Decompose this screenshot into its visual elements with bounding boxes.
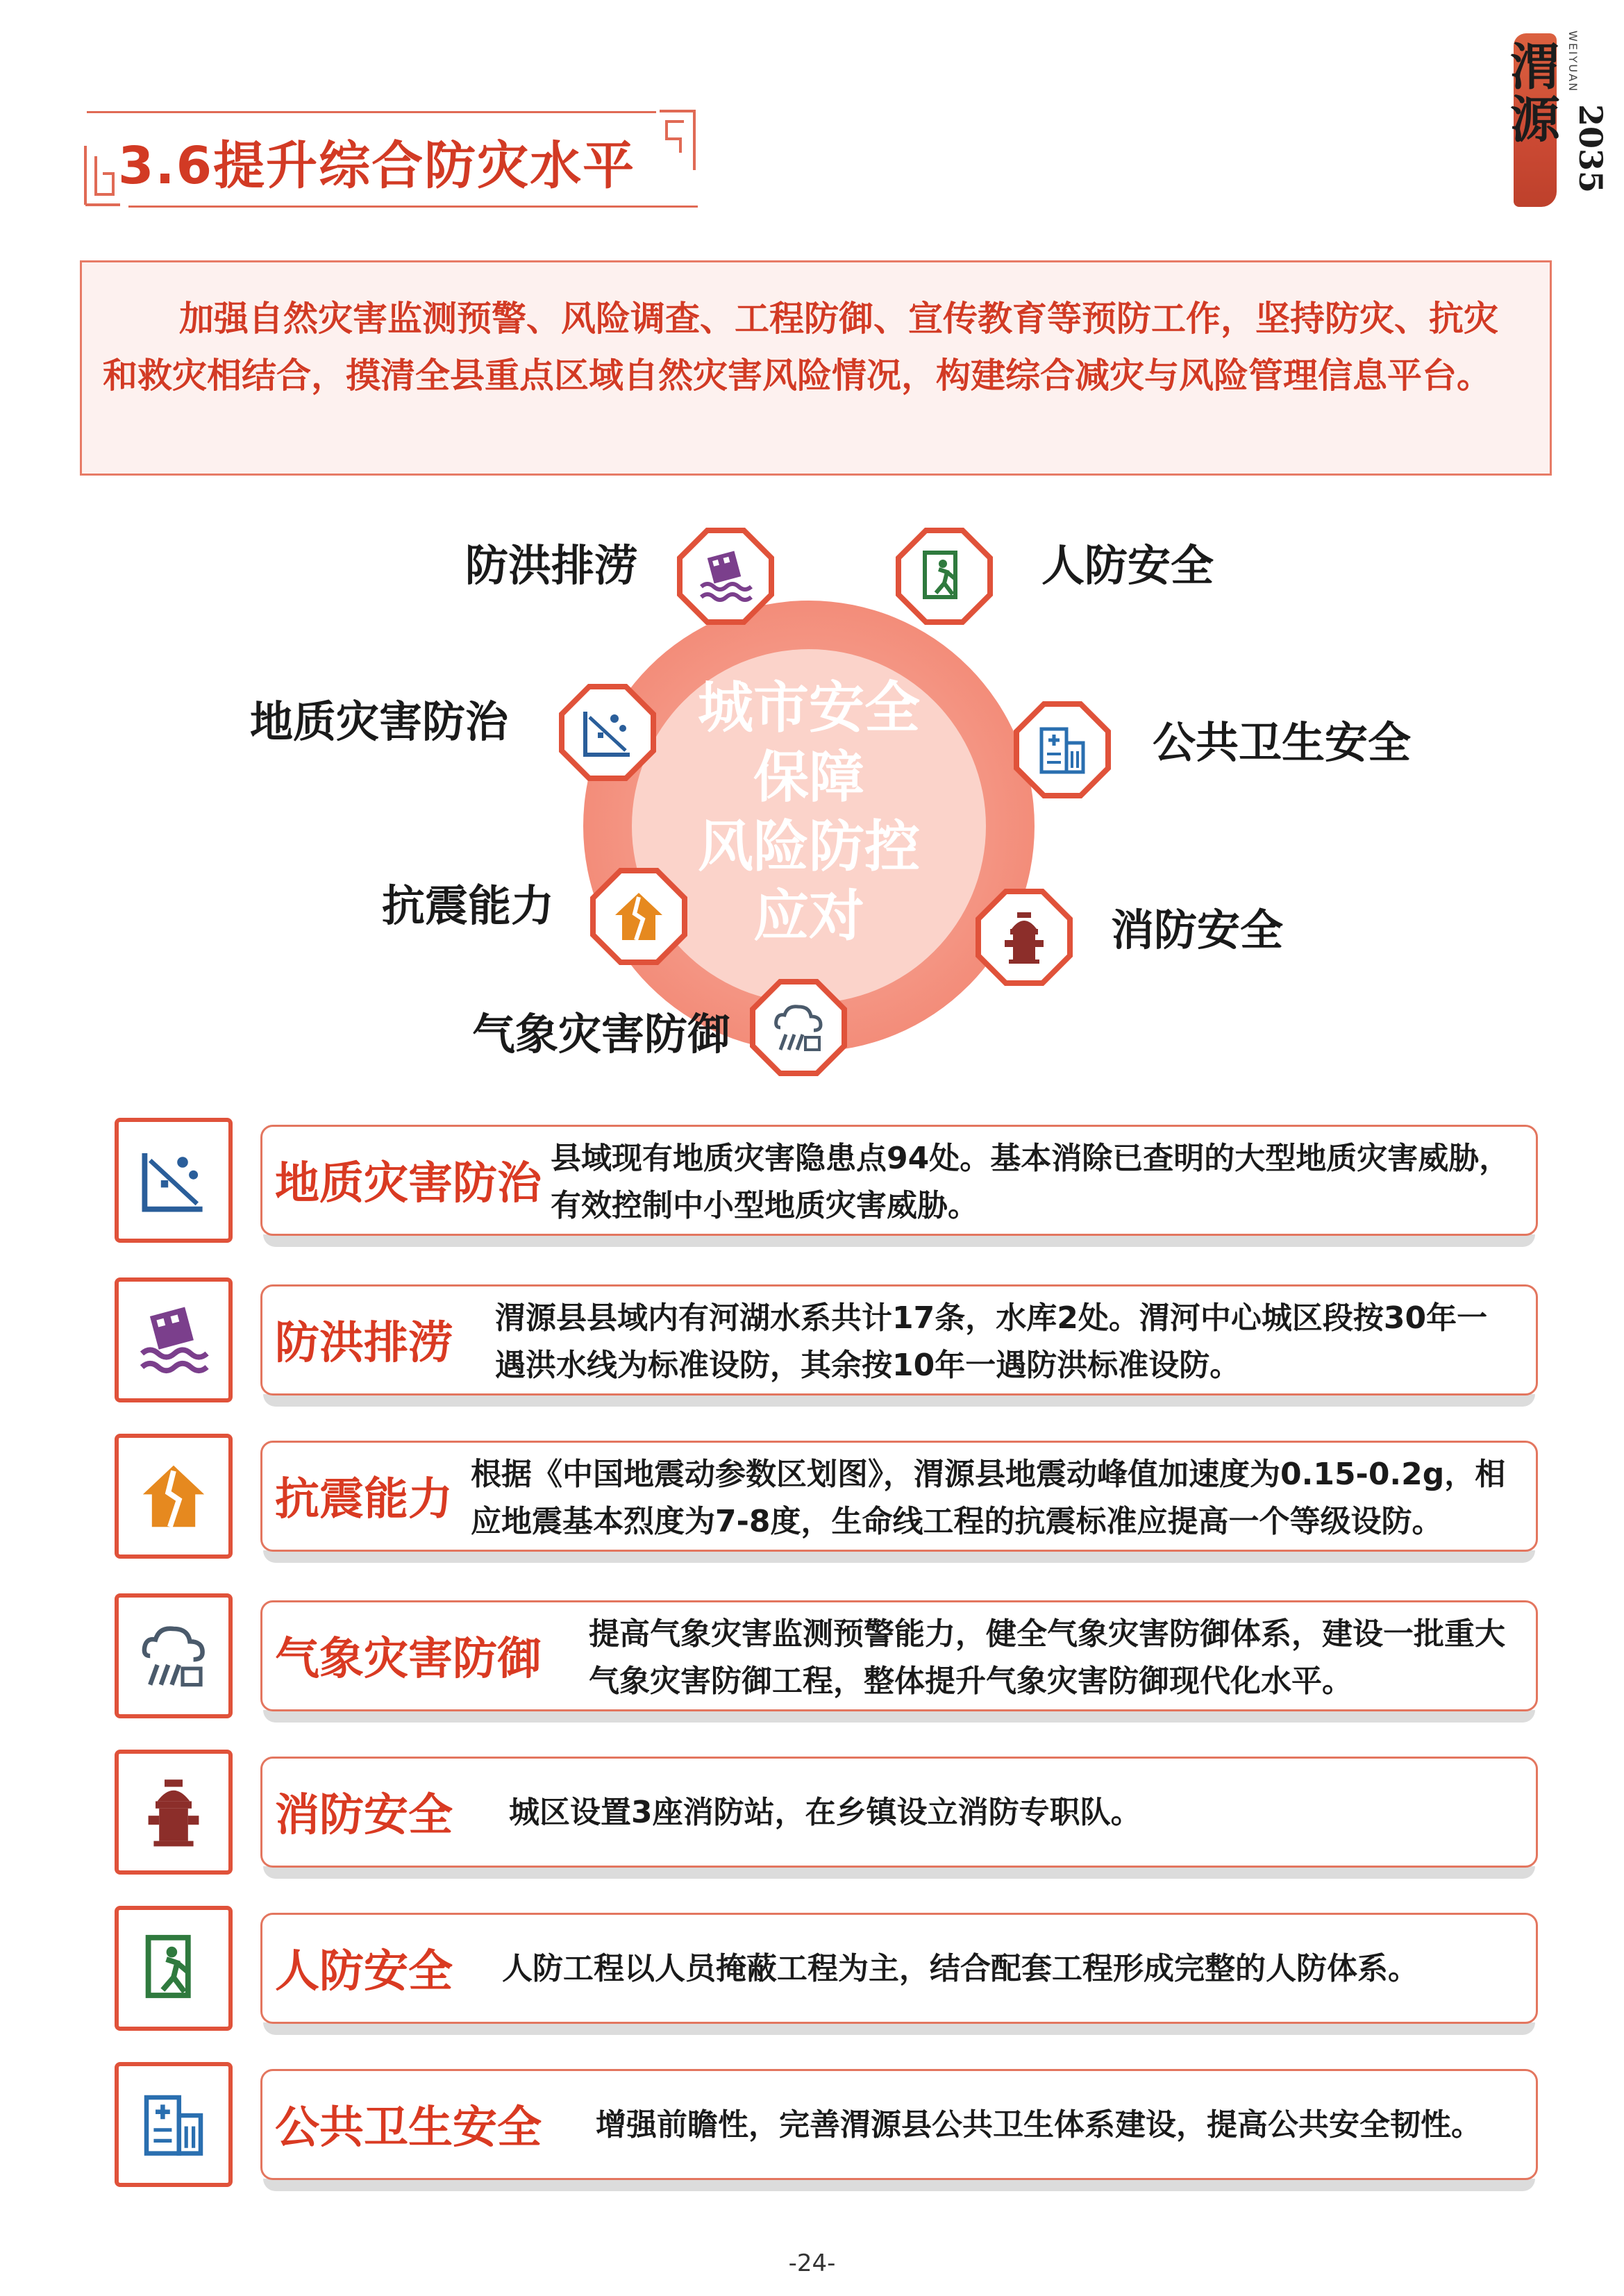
section-title: 3.6提升综合防灾水平	[118, 136, 636, 196]
row-description	[502, 1945, 1418, 1993]
node-label-shelter: 人防安全	[1041, 540, 1214, 591]
row-description-line: 应地震基本烈度为7-8度，生命线工程的抗震标准应提高一个等级设防。	[471, 1504, 1443, 1539]
card-shadow	[263, 1710, 1535, 1723]
shelter-icon	[916, 548, 972, 604]
card-shadow	[263, 1866, 1535, 1879]
row-description	[596, 2102, 1482, 2149]
node-hospital-hex	[1014, 701, 1111, 798]
intro-text: 加强自然灾害监测预警、风险调查、工程防御、宣传教育等预防工作，坚持防灾、抗灾和救灾相结合，摸清全县重点区域自然灾害风险情况，构建综合减灾与风险管理信息平台。	[103, 299, 1498, 396]
row-title: 人防安全	[275, 1946, 453, 1997]
storm-icon	[137, 1618, 210, 1693]
node-label-storm: 气象灾害防御	[472, 1009, 731, 1059]
row-description-line: 根据《中国地震动参数区划图》，渭源县地震动峰值加速度为0.15-0.2g，相	[471, 1457, 1506, 1492]
row-icon-box	[115, 1906, 233, 2031]
node-landslide-hex	[559, 684, 656, 781]
card-shadow	[263, 1234, 1535, 1247]
brand-name: 渭源	[1502, 40, 1561, 146]
node-flood-hex	[677, 528, 774, 625]
center-line: 应对	[753, 884, 864, 948]
center-line: 保障	[753, 745, 864, 810]
node-hydrant-hex	[976, 889, 1073, 986]
landslide-icon	[580, 705, 635, 760]
row-description-line: 城区设置3座消防站，在乡镇设立消防专职队。	[509, 1795, 1141, 1830]
node-label-hospital: 公共卫生安全	[1153, 717, 1412, 768]
card-shadow	[263, 1550, 1535, 1563]
detail-row-shelter	[115, 1906, 1545, 2038]
flood-icon	[698, 548, 753, 604]
row-icon-box	[115, 1750, 233, 1875]
flood-icon	[137, 1302, 210, 1377]
risk-diagram	[250, 500, 1412, 1111]
node-label-landslide: 地质灾害防治	[250, 696, 509, 747]
row-title: 消防安全	[275, 1790, 453, 1841]
detail-row-storm	[115, 1593, 1545, 1725]
detail-row-hospital	[115, 2062, 1545, 2194]
row-description-line: 有效控制中小型地质灾害威胁。	[551, 1188, 978, 1223]
hydrant-icon	[137, 1775, 210, 1850]
row-description-line: 增强前瞻性，完善渭源县公共卫生体系建设，提高公共安全韧性。	[596, 2107, 1482, 2143]
brand-logo	[1500, 21, 1609, 222]
row-title: 气象灾害防御	[275, 1634, 542, 1685]
row-card	[260, 1125, 1538, 1236]
node-shelter-hex	[896, 528, 993, 625]
title-corner-ornament-right	[656, 108, 698, 174]
page-number: -24-	[788, 2249, 836, 2277]
card-shadow	[263, 2179, 1535, 2191]
row-description	[509, 1789, 1141, 1836]
row-title: 公共卫生安全	[275, 2102, 542, 2154]
row-card	[260, 1600, 1538, 1711]
node-label-hydrant: 消防安全	[1111, 905, 1284, 955]
row-icon-box	[115, 1434, 233, 1559]
row-description	[495, 1295, 1487, 1389]
shelter-icon	[137, 1931, 210, 2006]
row-description	[471, 1451, 1505, 1545]
brand-year: 2035	[1572, 104, 1609, 194]
node-storm-hex	[750, 979, 847, 1076]
row-title: 地质灾害防治	[275, 1158, 542, 1209]
title-corner-ornament-left	[82, 142, 124, 208]
row-description-line: 遇洪水线为标准设防，其余按10年一遇防洪标准设防。	[495, 1348, 1241, 1383]
brand-romanized: WEIYUAN	[1566, 31, 1580, 93]
row-icon-box	[115, 2062, 233, 2187]
title-rule-top	[87, 111, 656, 113]
storm-icon	[771, 1000, 826, 1055]
landslide-icon	[137, 1143, 210, 1218]
hydrant-icon	[996, 910, 1052, 965]
detail-row-hydrant	[115, 1750, 1545, 1882]
row-card	[260, 2069, 1538, 2180]
hospital-icon	[137, 2087, 210, 2162]
row-description	[551, 1135, 1509, 1230]
card-shadow	[263, 1394, 1535, 1407]
row-card	[260, 1284, 1538, 1396]
row-description-line: 渭源县县域内有河湖水系共计17条，水库2处。渭河中心城区段按30年一	[495, 1300, 1488, 1336]
detail-row-landslide	[115, 1118, 1545, 1250]
row-description-line: 县域现有地质灾害隐患点94处。基本消除已查明的大型地质灾害威胁，	[551, 1141, 1510, 1176]
detail-row-flood	[115, 1277, 1545, 1409]
row-description-line: 提高气象灾害监测预警能力，健全气象灾害防御体系，建设一批重大	[589, 1616, 1505, 1652]
row-description-line: 气象灾害防御工程，整体提升气象灾害防御现代化水平。	[589, 1664, 1353, 1699]
node-label-earthquake: 抗震能力	[382, 880, 555, 931]
center-line: 城市安全	[698, 676, 920, 740]
row-icon-box	[115, 1277, 233, 1402]
intro-box	[80, 260, 1552, 476]
row-title: 抗震能力	[275, 1474, 453, 1525]
row-description-line: 人防工程以人员掩蔽工程为主，结合配套工程形成完整的人防体系。	[502, 1951, 1418, 1986]
node-earthquake-hex	[590, 868, 687, 965]
hospital-icon	[1035, 722, 1090, 778]
earthquake-icon	[137, 1459, 210, 1534]
row-title: 防洪排涝	[275, 1318, 453, 1369]
row-description	[589, 1611, 1505, 1705]
row-icon-box	[115, 1593, 233, 1718]
row-card	[260, 1441, 1538, 1552]
row-icon-box	[115, 1118, 233, 1243]
earthquake-icon	[611, 889, 667, 944]
row-card	[260, 1913, 1538, 2024]
card-shadow	[263, 2022, 1535, 2035]
row-card	[260, 1757, 1538, 1868]
detail-row-earthquake	[115, 1434, 1545, 1566]
title-rule-bottom	[128, 206, 698, 208]
center-line: 风险防控	[698, 814, 920, 879]
node-label-flood: 防洪排涝	[465, 540, 638, 591]
